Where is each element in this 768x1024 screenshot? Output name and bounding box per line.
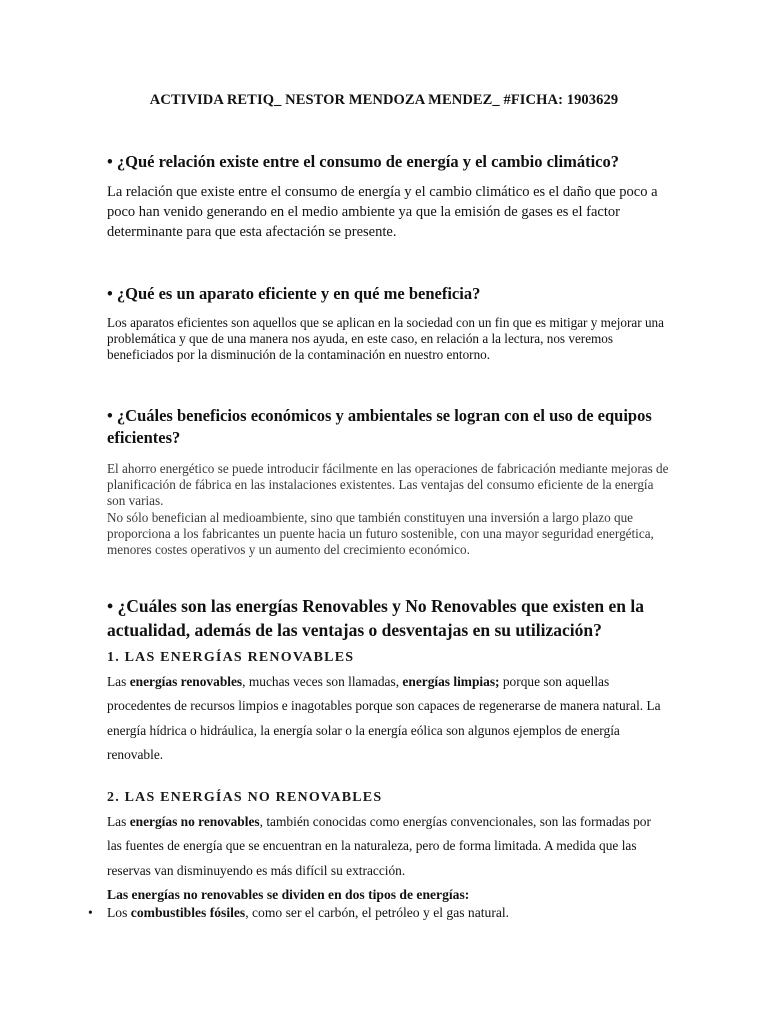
term-renewables: energías renovables — [129, 674, 243, 689]
list-item: • Los combustibles fósiles, como ser el carbón, el petróleo y el gas natural. — [88, 905, 510, 920]
paragraph-renewables: Las energías renovables, muchas veces son llamadas, energías limpias; porque son aquellas procedentes de recursos limpios e inagotables porque son capaces de regenerarse de manera natural. La energía hídrica o hidráulica, la energía solar o la energía eólica son algunos ejemplos de energía renovable. — [107, 674, 661, 762]
document-title: ACTIVIDA RETIQ_ NESTOR MENDOZA MENDEZ_ #FICHA: 1903629 — [149, 92, 619, 108]
question-2: • ¿Qué es un aparato eficiente y en qué me beneficia? — [107, 284, 481, 303]
paragraph-nonrenewables: Las energías no renovables, también conocidas como energías convencionales, son las formadas por las fuentes de energía que se encuentran en la naturaleza, pero de forma limitada. A medida que las reservas van disminuyendo es más difícil su extracción. — [107, 814, 651, 878]
term-nonrenewables: energías no renovables — [129, 814, 260, 829]
question-1: • ¿Qué relación existe entre el consumo de energía y el cambio climático? — [107, 152, 619, 171]
term-fossil-fuels: combustibles fósiles — [130, 905, 246, 920]
question-4: • ¿Cuáles son las energías Renovables y No Renovables que existen en la actualidad, además de las ventajas o desventajas en su utilización? — [107, 596, 644, 640]
bullet-icon: • — [88, 905, 93, 920]
answer-3a: El ahorro energético se puede introducir fácilmente en las operaciones de fabricación mediante mejoras de planificación de fábrica en las instalaciones existentes. Las ventajas del consumo eficiente de la energía son varias. — [107, 461, 669, 508]
term-clean: energías limpias; — [402, 674, 500, 689]
answer-3b: No sólo benefician al medioambiente, sino que también constituyen una inversión a largo plazo que proporciona a los fabricantes un puente hacia un futuro sostenible, con una mayor seguridad energética, menores costes operativos y un aumento del crecimiento económico. — [107, 510, 654, 557]
heading-renewables: 1. LAS ENERGÍAS RENOVABLES — [107, 650, 355, 665]
answer-1: La relación que existe entre el consumo de energía y el cambio climático es el daño que poco a poco han venido generando en el medio ambiente ya que la emisión de gases es el factor determinante para que esta afectación se presente. — [107, 184, 658, 240]
answer-2: Los aparatos eficientes son aquellos que se aplican en la sociedad con un fin que es mitigar y mejorar una problemática y que de una manera nos ayuda, en este caso, en relación a la lectura, nos veremos beneficiados por la disminución de la contaminación en nuestro entorno. — [107, 315, 664, 362]
heading-nonrenewables: 2. LAS ENERGÍAS NO RENOVABLES — [107, 790, 383, 805]
question-3: • ¿Cuáles beneficios económicos y ambientales se logran con el uso de equipos eficientes? — [107, 406, 652, 447]
subheading-types: Las energías no renovables se dividen en dos tipos de energías: — [107, 887, 470, 902]
